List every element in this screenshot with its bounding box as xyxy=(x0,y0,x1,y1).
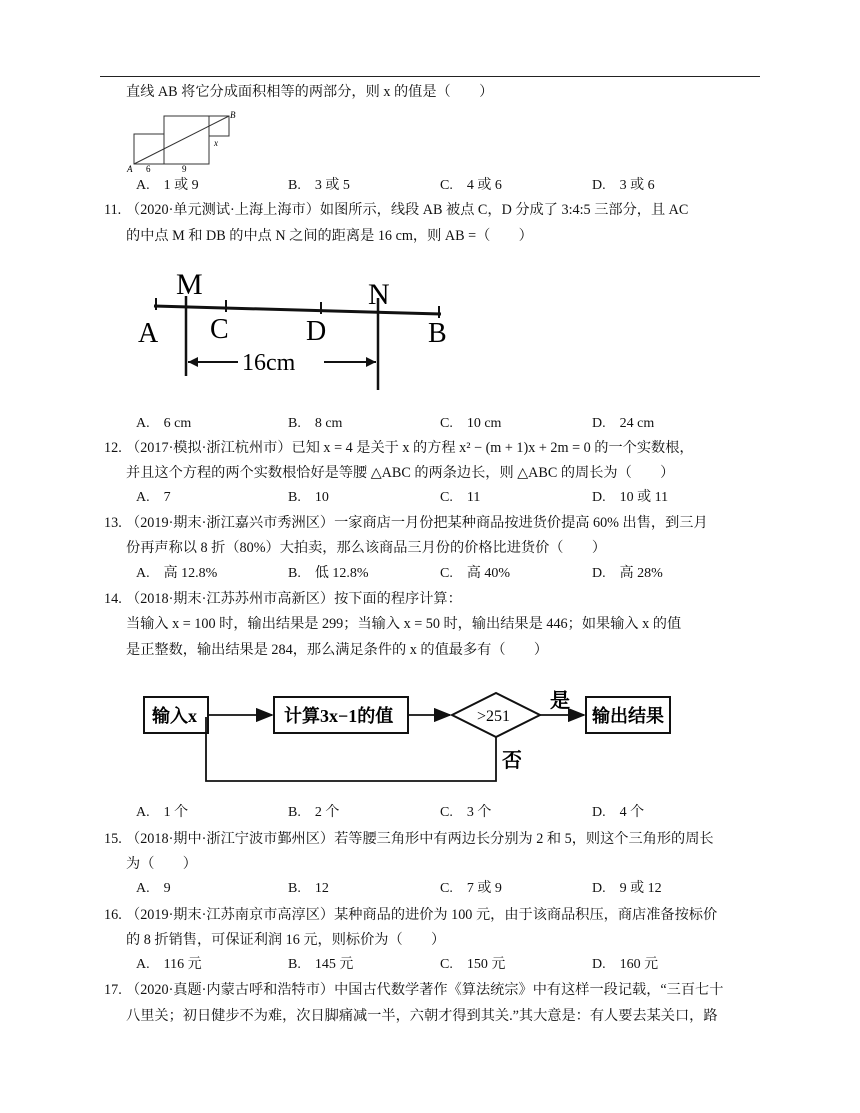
q11-figure xyxy=(136,266,466,396)
q11-label-b: B xyxy=(428,318,447,349)
q11-number: 11. xyxy=(104,202,122,218)
q12-number: 12. xyxy=(104,440,122,456)
q14-box-output: 输出结果 xyxy=(592,706,664,726)
q11-label-a: A xyxy=(138,318,159,349)
q13-number: 13. xyxy=(104,515,122,531)
q16-option-b[interactable]: B. 145 元 xyxy=(288,957,354,972)
q14-option-d[interactable]: D. 4 个 xyxy=(592,805,645,820)
q16-option-c[interactable]: C. 150 元 xyxy=(440,957,506,972)
q10-option-b[interactable]: B. 3 或 5 xyxy=(288,178,350,193)
q14-flowchart xyxy=(140,685,700,793)
q11-label-c: C xyxy=(210,314,229,345)
q13-text-2: 份再声称以 8 折（80%）大拍卖，那么该商品三月份的价格比进货价（ ） xyxy=(126,540,607,556)
q14-number: 14. xyxy=(104,591,122,607)
q14-diamond-label: >251 xyxy=(477,708,511,725)
q12-option-b[interactable]: B. 10 xyxy=(288,490,329,505)
q14-text-1: （2018·期末·江苏苏州市高新区）按下面的程序计算： xyxy=(126,591,462,607)
q17-number: 17. xyxy=(104,982,122,998)
q10-label-x: x xyxy=(214,138,218,148)
q11-option-d[interactable]: D. 24 cm xyxy=(592,416,655,431)
q17-text-1: （2020·真题·内蒙古呼和浩特市）中国古代数学著作《算法统宗》中有这样一段记载，“三百七十 xyxy=(126,982,724,998)
q16-number: 16. xyxy=(104,907,122,923)
q14-box-calc: 计算3x−1的值 xyxy=(284,706,394,726)
q14-option-a[interactable]: A. 1 个 xyxy=(136,805,189,820)
q11-option-c[interactable]: C. 10 cm xyxy=(440,416,502,431)
q13-option-a[interactable]: A. 高 12.8% xyxy=(136,566,218,581)
q10-label-b: B xyxy=(230,110,236,120)
q11-text-2: 的中点 M 和 DB 的中点 N 之间的距离是 16 cm，则 AB =（ ） xyxy=(126,228,533,244)
q10-label-a: A xyxy=(127,164,133,174)
q17-text-2: 八里关；初日健步不为难，次日脚痛减一半，六朝才得到其关.”其大意是：有人要去某关口，路 xyxy=(126,1008,718,1024)
q13-option-d[interactable]: D. 高 28% xyxy=(592,566,663,581)
q14-option-c[interactable]: C. 3 个 xyxy=(440,805,492,820)
q12-text-2: 并且这个方程的两个实数根恰好是等腰 △ABC 的两条边长，则 △ABC 的周长为（ ） xyxy=(126,465,675,481)
q10-option-a[interactable]: A. 1 或 9 xyxy=(136,178,199,193)
q11-label-n: N xyxy=(368,278,390,311)
q12-text-1: （2017·模拟·浙江杭州市）已知 x = 4 是关于 x 的方程 x² − (m + 1)x + 2m = 0 的一个实数根， xyxy=(126,440,694,456)
q10-dim-6: 6 xyxy=(146,164,151,174)
q11-label-m: M xyxy=(176,268,203,301)
q14-no-label: 否 xyxy=(502,750,522,772)
q16-text-2: 的 8 折销售，可保证利润 16 元，则标价为（ ） xyxy=(126,932,446,948)
q14-box-input: 输入x xyxy=(152,706,197,726)
q15-option-b[interactable]: B. 12 xyxy=(288,881,329,896)
q15-number: 15. xyxy=(104,831,122,847)
q13-text-1: （2019·期末·浙江嘉兴市秀洲区）一家商店一月份把某种商品按进货价提高 60% 出售，到三月 xyxy=(126,515,708,531)
q10-dim-9: 9 xyxy=(182,164,187,174)
q11-label-d: D xyxy=(306,316,327,347)
header-rule xyxy=(100,76,760,77)
q16-option-a[interactable]: A. 116 元 xyxy=(136,957,202,972)
q10-text: 直线 AB 将它分成面积相等的两部分，则 x 的值是（ ） xyxy=(126,84,494,100)
q15-text-1: （2018·期中·浙江宁波市鄞州区）若等腰三角形中有两边长分别为 2 和 5，则这个三角形的周长 xyxy=(126,831,714,847)
q14-text-3: 是正整数，输出结果是 284，那么满足条件的 x 的值最多有（ ） xyxy=(126,642,549,658)
q11-text-1: （2020·单元测试·上海上海市）如图所示，线段 AB 被点 C，D 分成了 3:4:5 三部分，且 AC xyxy=(126,202,689,218)
q11-option-a[interactable]: A. 6 cm xyxy=(136,416,192,431)
q10-figure xyxy=(124,106,244,176)
q15-option-c[interactable]: C. 7 或 9 xyxy=(440,881,502,896)
q15-text-2: 为（ ） xyxy=(126,856,197,872)
q10-option-d[interactable]: D. 3 或 6 xyxy=(592,178,655,193)
q13-option-c[interactable]: C. 高 40% xyxy=(440,566,510,581)
q11-option-b[interactable]: B. 8 cm xyxy=(288,416,343,431)
q14-option-b[interactable]: B. 2 个 xyxy=(288,805,340,820)
q16-text-1: （2019·期末·江苏南京市高淳区）某种商品的进价为 100 元，由于该商品积压，商店准备按标价 xyxy=(126,907,718,923)
q16-option-d[interactable]: D. 160 元 xyxy=(592,957,659,972)
q15-option-d[interactable]: D. 9 或 12 xyxy=(592,881,662,896)
q12-option-d[interactable]: D. 10 或 11 xyxy=(592,490,669,505)
q14-yes-label: 是 xyxy=(550,690,570,712)
q10-option-c[interactable]: C. 4 或 6 xyxy=(440,178,502,193)
q12-option-c[interactable]: C. 11 xyxy=(440,490,481,505)
q13-option-b[interactable]: B. 低 12.8% xyxy=(288,566,369,581)
q15-option-a[interactable]: A. 9 xyxy=(136,881,171,896)
q12-option-a[interactable]: A. 7 xyxy=(136,490,171,505)
q11-dim-label: 16cm xyxy=(242,350,296,376)
q14-text-2: 当输入 x = 100 时，输出结果是 299；当输入 x = 50 时，输出结果是 446；如果输入 x 的值 xyxy=(126,616,682,632)
